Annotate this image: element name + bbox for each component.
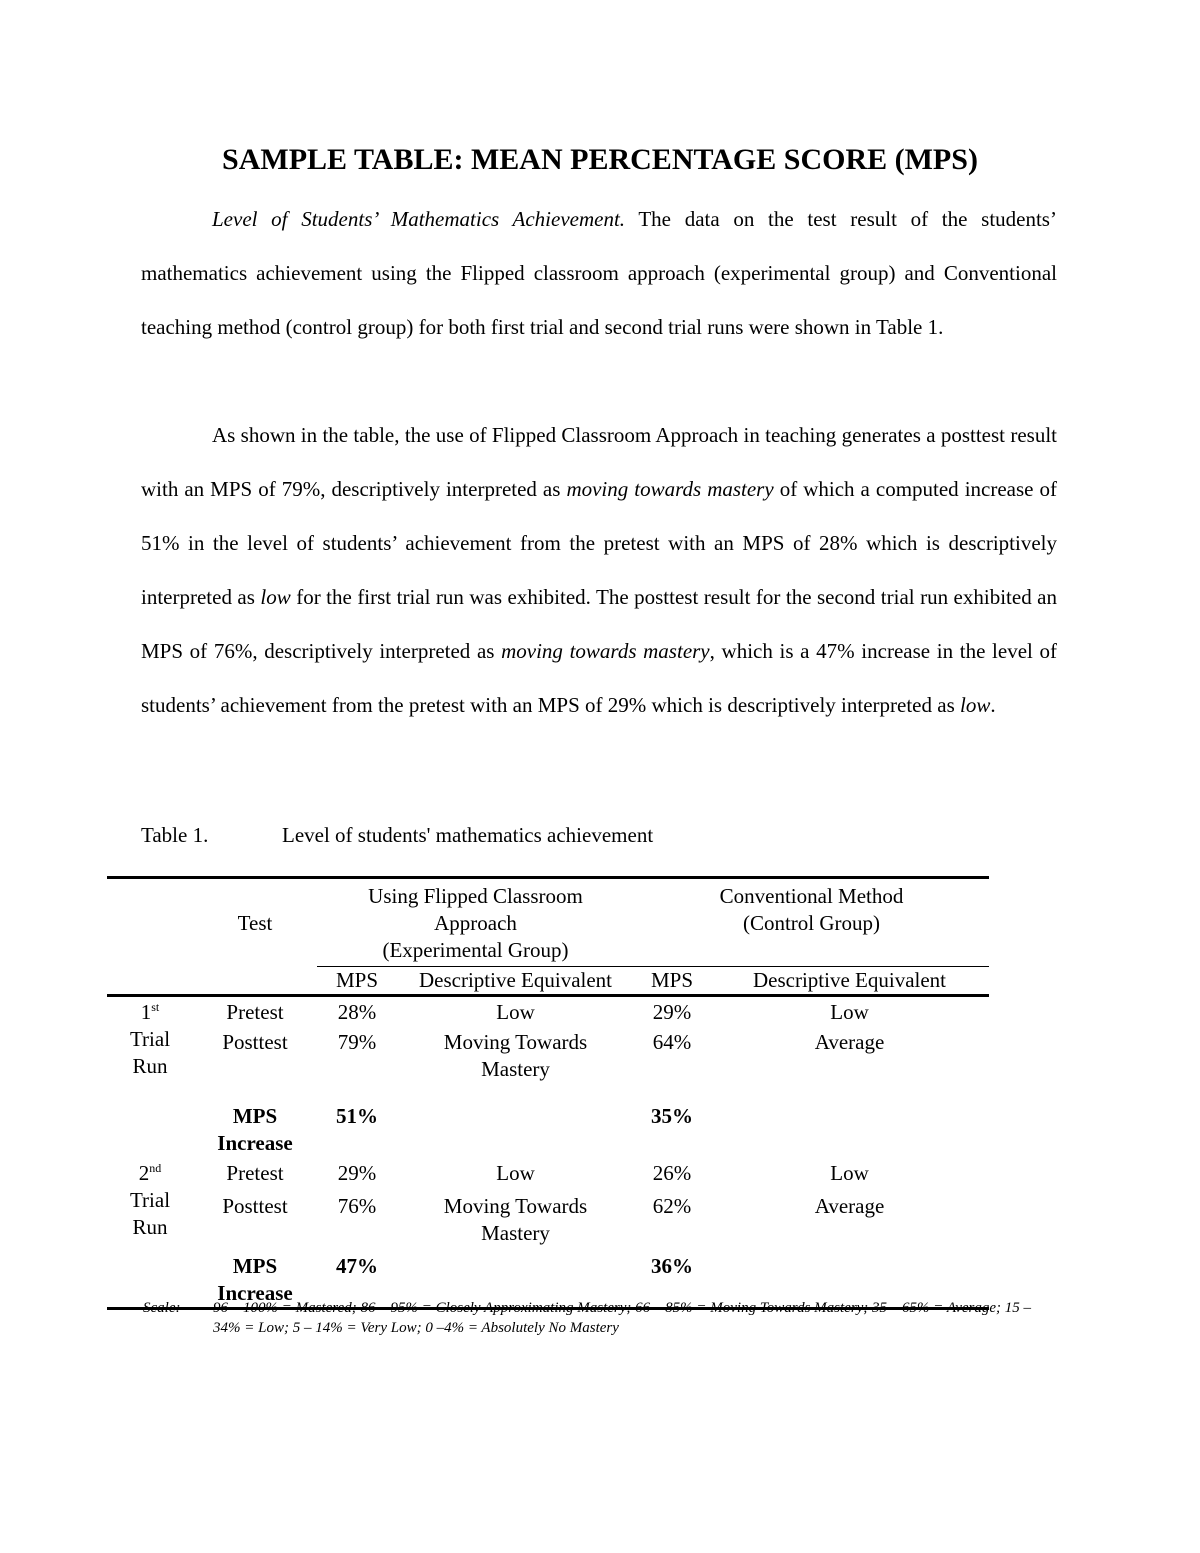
table-row — [107, 1187, 989, 1247]
cell-value: 29% — [337, 1161, 377, 1185]
findings-text-5: . — [990, 693, 996, 717]
cell-value: 29% — [652, 1000, 692, 1024]
subheader-descriptive: Descriptive Equivalent — [752, 968, 947, 992]
cell-value: Average — [814, 1194, 885, 1218]
findings-emphasis-4: low — [960, 693, 991, 717]
results-table — [107, 876, 989, 1310]
table-caption-text: Level of students' mathematics achievement — [282, 823, 654, 847]
findings-emphasis-3: moving towards mastery — [501, 639, 710, 663]
test-pretest: Pretest — [226, 1161, 284, 1185]
test-posttest: Posttest — [222, 1030, 288, 1054]
table-row — [107, 996, 989, 1027]
paragraph-intro-text: The data on the test result of the students’ mathematics achievement using the Flipped classroom approach (experimental group) and Conventional teaching method (control group) for both first trial and second trial runs were shown in Table 1. — [141, 207, 1057, 339]
findings-text-1: As shown in the table, the use of Flipped Classroom Approach in teaching generates a posttest result with an MPS of 79%, descriptively interpreted as — [141, 423, 1057, 501]
table-row — [107, 1083, 989, 1157]
findings-emphasis-2: low — [260, 585, 291, 609]
subheader-descriptive: Descriptive Equivalent — [418, 968, 613, 992]
cell-value: 62% — [652, 1194, 692, 1218]
header-control-group: Conventional Method (Control Group) — [634, 878, 989, 967]
header-experimental-group: Using Flipped Classroom Approach (Experimental Group) — [317, 878, 634, 967]
cell-value: 47% — [336, 1254, 378, 1278]
document-title: SAMPLE TABLE: MEAN PERCENTAGE SCORE (MPS) — [222, 143, 978, 176]
table-header-row — [107, 878, 989, 967]
findings-text-4: , which is a 47% increase in the level of students’ achievement from the pretest with an MPS of 29% which is descriptively interpreted as — [141, 639, 1057, 717]
table-row — [107, 1157, 989, 1187]
table-subheader-row — [107, 967, 989, 996]
mps-increase-label: MPS Increase — [217, 1104, 293, 1155]
scale-text: 96 – 100% = Mastered; 86 – 95% = Closely Approximating Mastery; 66 – 85% = Moving Towards Mastery; 35 – 65% = Average; 15 – 34% = Low; 5 – 14% = Very Low; 0 –4% = Absolutely No Mastery — [213, 1300, 1032, 1336]
subheader-mps: MPS — [650, 968, 694, 992]
cell-value: Average — [814, 1030, 885, 1054]
findings-emphasis-1: moving towards mastery — [566, 477, 774, 501]
cell-value: Moving Towards Mastery — [443, 1030, 588, 1081]
cell-value: 36% — [651, 1254, 693, 1278]
cell-value: Low — [496, 1161, 535, 1185]
table-row — [107, 1026, 989, 1083]
paragraph-heading: Level of Students’ Mathematics Achievement. — [212, 207, 626, 231]
cell-value: 28% — [337, 1000, 377, 1024]
findings-text-3: for the first trial run was exhibited. The posttest result for the second trial run exhibited an MPS of 76%, descriptively interpreted as — [141, 585, 1057, 663]
cell-value: Low — [830, 1000, 869, 1024]
cell-value: 76% — [337, 1194, 377, 1218]
cell-value: 35% — [651, 1104, 693, 1128]
table-caption — [141, 823, 653, 848]
trial-run-2-label: 2nd Trial Run — [129, 1161, 171, 1239]
table-caption-label: Table 1. — [141, 823, 209, 847]
paragraph-findings — [141, 408, 1057, 732]
test-pretest: Pretest — [226, 1000, 284, 1024]
mps-increase-label: MPS Increase — [217, 1254, 293, 1305]
cell-value: Low — [496, 1000, 535, 1024]
scale-label: Scale: — [143, 1300, 181, 1316]
test-posttest: Posttest — [222, 1194, 288, 1218]
cell-value: 51% — [336, 1104, 378, 1128]
paragraph-intro — [141, 192, 1057, 354]
cell-value: 79% — [337, 1030, 377, 1054]
findings-text-2: of which a computed increase of 51% in the level of students’ achievement from the pretest with an MPS of 28% which is descriptively interpreted as — [141, 477, 1057, 609]
cell-value: Low — [830, 1161, 869, 1185]
cell-value: 64% — [652, 1030, 692, 1054]
cell-value: 26% — [652, 1161, 692, 1185]
cell-value: Moving Towards Mastery — [443, 1194, 588, 1245]
subheader-mps: MPS — [335, 968, 379, 992]
results-table-wrapper — [107, 876, 989, 1310]
trial-run-1-label: 1st Trial Run — [129, 1000, 171, 1078]
header-test: Test — [237, 911, 273, 935]
